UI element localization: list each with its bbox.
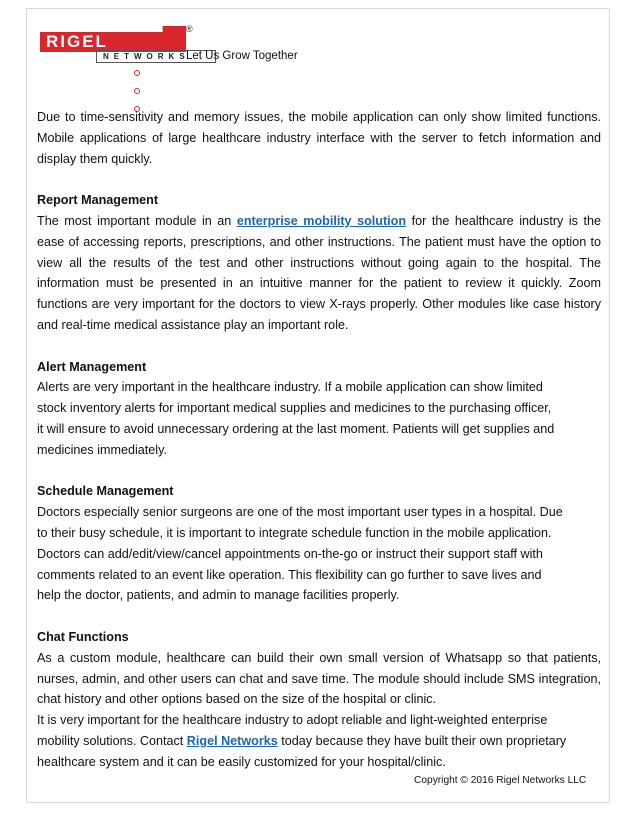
report-paragraph — [37, 211, 601, 336]
chat-line — [37, 731, 601, 752]
chat-text-end: today because they have built their own proprietary — [277, 733, 567, 748]
logo-registered-mark: ® — [186, 24, 193, 34]
alert-line: stock inventory alerts for important medical supplies and medicines to the purchasing officer, — [37, 401, 552, 416]
document-body — [37, 107, 601, 773]
chat-line: healthcare system and it can be easily customized for your hospital/clinic. — [37, 754, 446, 769]
schedule-heading: Schedule Management — [37, 484, 174, 499]
report-heading: Report Management — [37, 193, 159, 208]
chat-text-start: mobility solutions. Contact — [37, 733, 187, 748]
chat-line: It is very important for the healthcare industry to adopt reliable and light-weighted enterprise — [37, 713, 548, 728]
report-text-start: The most important module in an — [37, 213, 237, 228]
logo-networks-text: NETWORKS — [96, 50, 216, 63]
schedule-line: Doctors especially senior surgeons are one of the most important user types in a hospital. Due — [37, 505, 563, 520]
schedule-line: comments related to an event like operation. This flexibility can go further to save lives and — [37, 567, 542, 582]
logo-tagline: Let Us Grow Together — [186, 50, 298, 62]
report-text-end: for the healthcare industry is the ease of accessing reports, prescriptions, and other instructions. The patient must have the option to view all the results of the test and other instructions without going again to the hospital. The information must be presented in an intuitive manner for the patient to review it quickly. Zoom functions are very important for the doctors to view X-rays properly. Other modules like case history and real-time medical assistance play an important role. — [37, 213, 601, 332]
alert-line: it will ensure to avoid unnecessary ordering at the last moment. Patients will get supplies and — [37, 421, 555, 436]
chat-paragraph: As a custom module, healthcare can build their own small version of Whatsapp so that patients, nurses, admin, and other users can chat and save time. The module should include SMS integration, chat history and other options based on the size of the hospital or clinic. — [37, 650, 601, 707]
logo-brand: RIGEL — [40, 32, 150, 52]
schedule-line: to their busy schedule, it is important to integrate schedule function in the mobile application. — [37, 525, 552, 540]
alert-line: medicines immediately. — [37, 442, 167, 457]
chat-heading: Chat Functions — [37, 629, 129, 644]
copyright-footer: Copyright © 2016 Rigel Networks LLC — [414, 775, 587, 786]
enterprise-mobility-link[interactable]: enterprise mobility solution — [236, 213, 407, 228]
schedule-line: help the doctor, patients, and admin to manage facilities properly. — [37, 588, 400, 603]
schedule-line: Doctors can add/edit/view/cancel appointments on-the-go or instruct their support staff with — [37, 546, 543, 561]
intro-paragraph: Due to time-sensitivity and memory issues, the mobile application can only show limited functions. Mobile applications of large healthcare industry interface with the server to fetch information and display them quickly. — [37, 110, 601, 166]
alert-line: Alerts are very important in the healthcare industry. If a mobile application can show limited — [37, 380, 543, 395]
rigel-networks-link[interactable]: Rigel Networks — [186, 733, 278, 748]
alert-heading: Alert Management — [37, 359, 147, 374]
